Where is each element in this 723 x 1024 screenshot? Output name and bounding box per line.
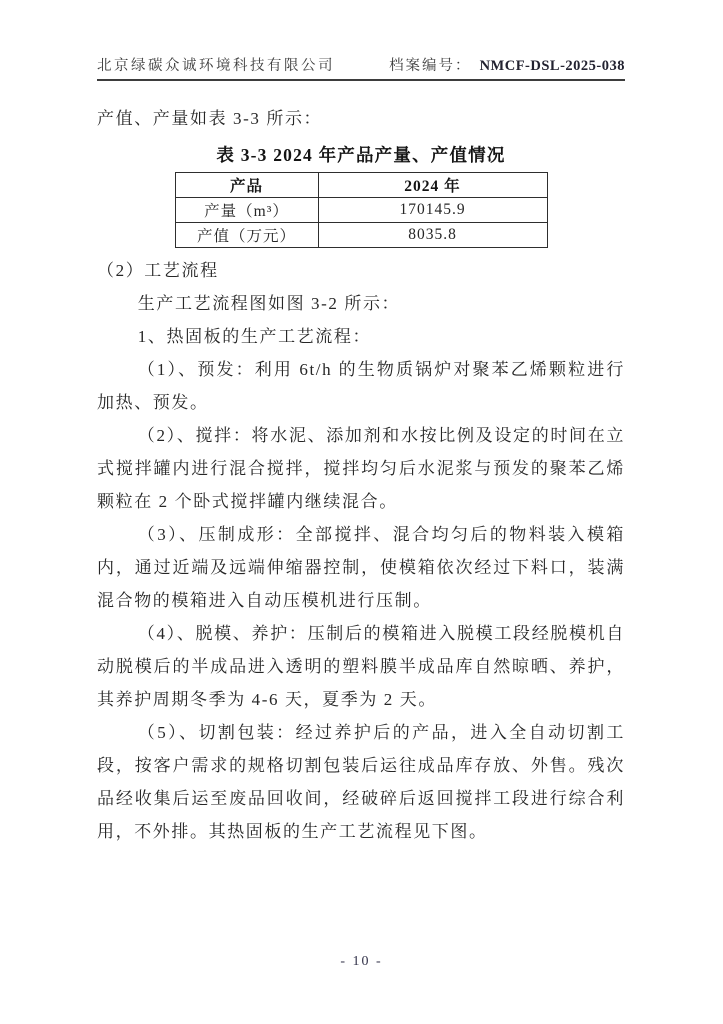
- paragraph-step-4: （4）、脱模、养护：压制后的模箱进入脱模工段经脱模机自动脱模后的半成品进入透明的塑料膜半成品库自然晾晒、养护，其养护周期冬季为 4-6 天，夏季为 2 天。: [97, 624, 625, 709]
- table-cell-output-value: 170145.9: [318, 198, 547, 223]
- archive-label: 档案编号：: [389, 58, 472, 74]
- table-cell-value-value: 8035.8: [318, 223, 547, 248]
- page-number: - 10 -: [340, 954, 383, 969]
- archive-number-group: [389, 54, 625, 75]
- paragraph-step-3: （3）、压制成形：全部搅拌、混合均匀后的物料装入模箱内，通过近端及远端伸缩器控制，使模箱依次经过下料口，装满混合物的模箱进入自动压模机进行压制。: [97, 525, 625, 610]
- table-header-year: 2024 年: [318, 173, 547, 198]
- intro-paragraph: 产值、产量如表 3-3 所示：: [97, 109, 323, 128]
- paragraph-flowchart-ref: 生产工艺流程图如图 3-2 所示：: [137, 294, 401, 313]
- table-header-product: 产品: [175, 173, 318, 198]
- company-name: 北京绿碳众诚环境科技有限公司: [97, 58, 335, 74]
- table-title: 表 3-3 2024 年产品产量、产值情况: [216, 145, 506, 165]
- paragraph-step-2: （2）、搅拌：将水泥、添加剂和水按比例及设定的时间在立式搅拌罐内进行混合搅拌，搅拌均匀后水泥浆与预发的聚苯乙烯颗粒在 2 个卧式搅拌罐内继续混合。: [97, 426, 625, 511]
- table-row-value: [175, 223, 547, 248]
- table-cell-value-label: 产值（万元）: [175, 223, 318, 248]
- table-row-output: [175, 198, 547, 223]
- page-header: [97, 54, 625, 81]
- paragraph-process-heading: （2）工艺流程: [97, 261, 219, 280]
- paragraph-process-list-heading: 1、热固板的生产工艺流程：: [137, 327, 372, 346]
- paragraph-step-5: （5）、切割包装：经过养护后的产品，进入全自动切割工段，按客户需求的规格切割包装后运往成品库存放、外售。残次品经收集后运至废品回收间，经破碎后返回搅拌工段进行综合利用，不外排。其热固板的生产工艺流程见下图。: [97, 723, 625, 841]
- document-body: [97, 102, 625, 848]
- paragraph-step-1: （1）、预发：利用 6t/h 的生物质锅炉对聚苯乙烯颗粒进行加热、预发。: [97, 360, 625, 412]
- table-cell-output-label: 产量（m³）: [175, 198, 318, 223]
- table-header-row: [175, 173, 547, 198]
- production-table: [175, 172, 548, 248]
- archive-number: NMCF-DSL-2025-038: [479, 58, 625, 74]
